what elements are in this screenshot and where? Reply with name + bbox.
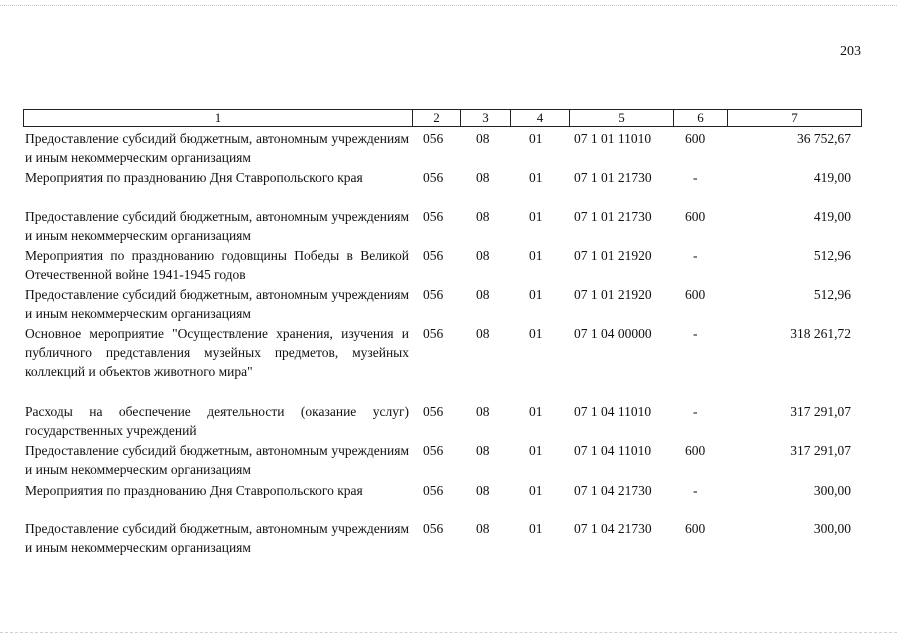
row-target-article: 07 1 04 21730 <box>574 521 652 536</box>
row-expense-type: 600 <box>685 521 706 536</box>
row-section: 08 <box>476 326 490 341</box>
page-number: 203 <box>840 44 861 59</box>
row-amount: 318 261,72 <box>790 326 851 341</box>
row-expense-type: 600 <box>685 443 706 458</box>
row-amount: 317 291,07 <box>790 404 851 419</box>
row-admin-code: 056 <box>423 287 444 302</box>
row-amount: 419,00 <box>813 170 851 185</box>
row-expense-type: - <box>693 248 698 263</box>
row-section: 08 <box>476 209 490 224</box>
row-expense-type: 600 <box>685 209 706 224</box>
row-target-article: 07 1 04 11010 <box>574 443 652 458</box>
row-admin-code: 056 <box>423 521 444 536</box>
row-name: Расходы на обеспечение деятельности (оказание услуг) государственных учреждений <box>25 404 409 438</box>
row-section: 08 <box>476 248 490 263</box>
row-subsection: 01 <box>529 483 543 498</box>
header-col-2: 2 <box>412 110 460 126</box>
row-target-article: 07 1 01 21920 <box>574 248 652 263</box>
row-section: 08 <box>476 521 490 536</box>
row-admin-code: 056 <box>423 248 444 263</box>
row-target-article: 07 1 01 11010 <box>574 131 652 146</box>
row-amount: 317 291,07 <box>790 443 851 458</box>
row-name: Предоставление субсидий бюджетным, автономным учреждениям и иным некоммерческим организациям <box>25 131 409 165</box>
scan-edge-bottom <box>0 632 897 634</box>
header-col-5: 5 <box>569 110 673 126</box>
row-subsection: 01 <box>529 131 543 146</box>
row-section: 08 <box>476 483 490 498</box>
header-col-1: 1 <box>214 110 222 125</box>
row-expense-type: - <box>693 483 698 498</box>
row-subsection: 01 <box>529 287 543 302</box>
row-name: Предоставление субсидий бюджетным, автономным учреждениям и иным некоммерческим организациям <box>25 521 409 555</box>
row-amount: 512,96 <box>813 287 851 302</box>
row-amount: 419,00 <box>813 209 851 224</box>
row-subsection: 01 <box>529 326 543 341</box>
row-admin-code: 056 <box>423 326 444 341</box>
row-target-article: 07 1 04 21730 <box>574 483 652 498</box>
table-header <box>23 109 862 127</box>
row-name: Мероприятия по празднованию Дня Ставропольского края <box>25 170 363 185</box>
header-col-3: 3 <box>460 110 510 126</box>
row-section: 08 <box>476 131 490 146</box>
row-amount: 512,96 <box>813 248 851 263</box>
row-target-article: 07 1 01 21920 <box>574 287 652 302</box>
row-subsection: 01 <box>529 209 543 224</box>
row-target-article: 07 1 01 21730 <box>574 170 652 185</box>
row-section: 08 <box>476 404 490 419</box>
row-section: 08 <box>476 443 490 458</box>
row-target-article: 07 1 04 00000 <box>574 326 652 341</box>
row-subsection: 01 <box>529 170 543 185</box>
row-admin-code: 056 <box>423 483 444 498</box>
row-amount: 300,00 <box>813 483 851 498</box>
scan-edge-top <box>0 5 897 7</box>
row-subsection: 01 <box>529 248 543 263</box>
row-subsection: 01 <box>529 404 543 419</box>
row-admin-code: 056 <box>423 443 444 458</box>
row-name: Мероприятия по празднованию Дня Ставропольского края <box>25 483 363 498</box>
row-subsection: 01 <box>529 443 543 458</box>
row-expense-type: 600 <box>685 287 706 302</box>
row-expense-type: - <box>693 170 698 185</box>
row-admin-code: 056 <box>423 404 444 419</box>
row-admin-code: 056 <box>423 170 444 185</box>
header-col-7: 7 <box>727 110 861 126</box>
row-target-article: 07 1 01 21730 <box>574 209 652 224</box>
row-subsection: 01 <box>529 521 543 536</box>
row-name: Предоставление субсидий бюджетным, автономным учреждениям и иным некоммерческим организациям <box>25 287 409 321</box>
row-name: Основное мероприятие "Осуществление хранения, изучения и публичного представления музейных предметов, музейных коллекций и объектов животного мира" <box>25 326 409 379</box>
row-amount: 36 752,67 <box>797 131 851 146</box>
row-name: Предоставление субсидий бюджетным, автономным учреждениям и иным некоммерческим организациям <box>25 209 409 243</box>
row-section: 08 <box>476 287 490 302</box>
row-expense-type: - <box>693 404 698 419</box>
row-admin-code: 056 <box>423 131 444 146</box>
row-expense-type: - <box>693 326 698 341</box>
row-name: Мероприятия по празднованию годовщины Победы в Великой Отечественной войне 1941-1945 годов <box>25 248 409 282</box>
row-expense-type: 600 <box>685 131 706 146</box>
header-col-6: 6 <box>673 110 727 126</box>
row-admin-code: 056 <box>423 209 444 224</box>
row-section: 08 <box>476 170 490 185</box>
header-col-4: 4 <box>510 110 569 126</box>
row-target-article: 07 1 04 11010 <box>574 404 652 419</box>
row-name: Предоставление субсидий бюджетным, автономным учреждениям и иным некоммерческим организациям <box>25 443 409 477</box>
row-amount: 300,00 <box>813 521 851 536</box>
